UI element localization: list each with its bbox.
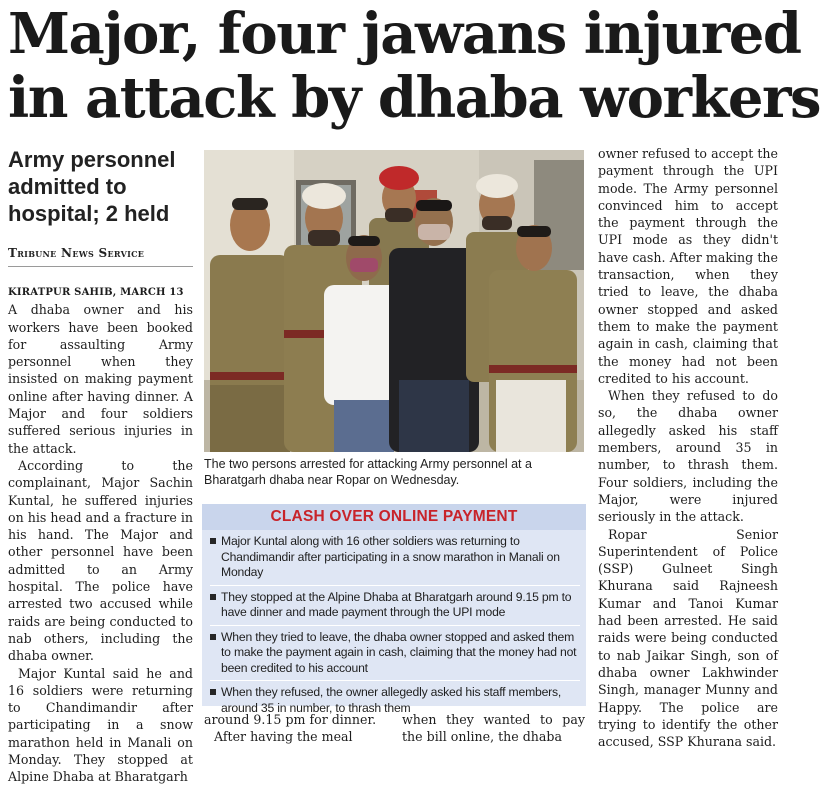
byline-text: Tribune News Service xyxy=(8,246,145,260)
headline-line-2: in attack by dhaba workers xyxy=(8,65,820,131)
fact-box-title: CLASH OVER ONLINE PAYMENT xyxy=(202,504,586,530)
news-photo xyxy=(204,150,584,452)
fact-box-divider xyxy=(210,625,580,626)
fact-box-item: They stopped at the Alpine Dhaba at Bharatgarh around 9.15 pm to have dinner and made payment through the UPI mode xyxy=(210,590,580,621)
fact-box-list xyxy=(202,530,586,716)
paragraph: when they wanted to pay the bill online, the dhaba xyxy=(402,712,585,745)
headline xyxy=(8,1,820,131)
fact-box-item: When they refused, the owner allegedly asked his staff members, around 35 in number, to thrash them xyxy=(210,685,580,716)
article-column-1 xyxy=(8,282,193,785)
paragraph: Ropar Senior Superintendent of Police (SSP) Gulneet Singh Khurana said Rajneesh Kumar and Tanoi Kumar had been arrested. He said raids were being conducted to nab Jaikar Singh, son of dhaba owner Lakhwinder Singh, manager Munny and Happy. The police are trying to identify the other accused, SSP Khurana said. xyxy=(598,526,778,750)
paragraph: Major Kuntal said he and 16 soldiers were returning to Chandimandir after participating in a snow marathon held in Manali on Monday. They stopped at Alpine Dhaba at Bharatgarh xyxy=(8,665,193,785)
fact-box-divider xyxy=(210,585,580,586)
article-column-3 xyxy=(402,711,585,746)
paragraph: around 9.15 pm for dinner. xyxy=(204,712,377,727)
byline xyxy=(8,246,193,267)
fact-box xyxy=(202,504,586,715)
paragraph xyxy=(8,282,193,457)
subheadline: Army personnel admitted to hospital; 2 held xyxy=(8,147,176,226)
paragraph: When they refused to do so, the dhaba owner allegedly asked his staff members, around 35 in number, to thrash them. Four soldiers, including the Major, were injured seriously in the attack. xyxy=(598,388,778,525)
photo-illustration xyxy=(204,150,584,452)
fact-box-divider xyxy=(210,680,580,681)
paragraph-text: A dhaba owner and his workers have been booked for assaulting Army personnel when they insisted on making payment online after having dinner. A Major and four soldiers suffered serious injuries in the attack. xyxy=(8,302,193,456)
fact-box-item: When they tried to leave, the dhaba owner stopped and asked them to make the payment again in cash, claiming that the money had not been credited to his account xyxy=(210,630,580,677)
dateline: KIRATPUR SAHIB, MARCH 13 xyxy=(8,287,184,298)
fact-box-item: Major Kuntal along with 16 other soldiers was returning to Chandimandir after participating in a snow marathon in Manali on Monday xyxy=(210,534,580,581)
headline-line-1: Major, four jawans injured xyxy=(8,1,801,67)
photo-caption: The two persons arrested for attacking Army personnel at a Bharatgarh dhaba near Ropar on Wednesday. xyxy=(204,457,532,487)
paragraph: According to the complainant, Major Sachin Kuntal, he suffered injuries on his head and a fracture in his hand. The Major and other personnel have been admitted to an Army hospital. The police have arrested two accused while raids are being conducted to nab others, including the dhaba owner. xyxy=(8,457,193,664)
paragraph: After having the meal xyxy=(214,729,353,745)
paragraph: owner refused to accept the payment through the UPI mode. The Army personnel convinced him to accept the payment through the UPI mode as they didn't have cash. After making the transaction, when they tried to leave, the dhaba owner stopped and asked them to make the payment again in cash, claiming that the money had not been credited to his account. xyxy=(598,146,778,386)
article-column-2 xyxy=(204,711,389,746)
article-column-4 xyxy=(598,145,778,750)
